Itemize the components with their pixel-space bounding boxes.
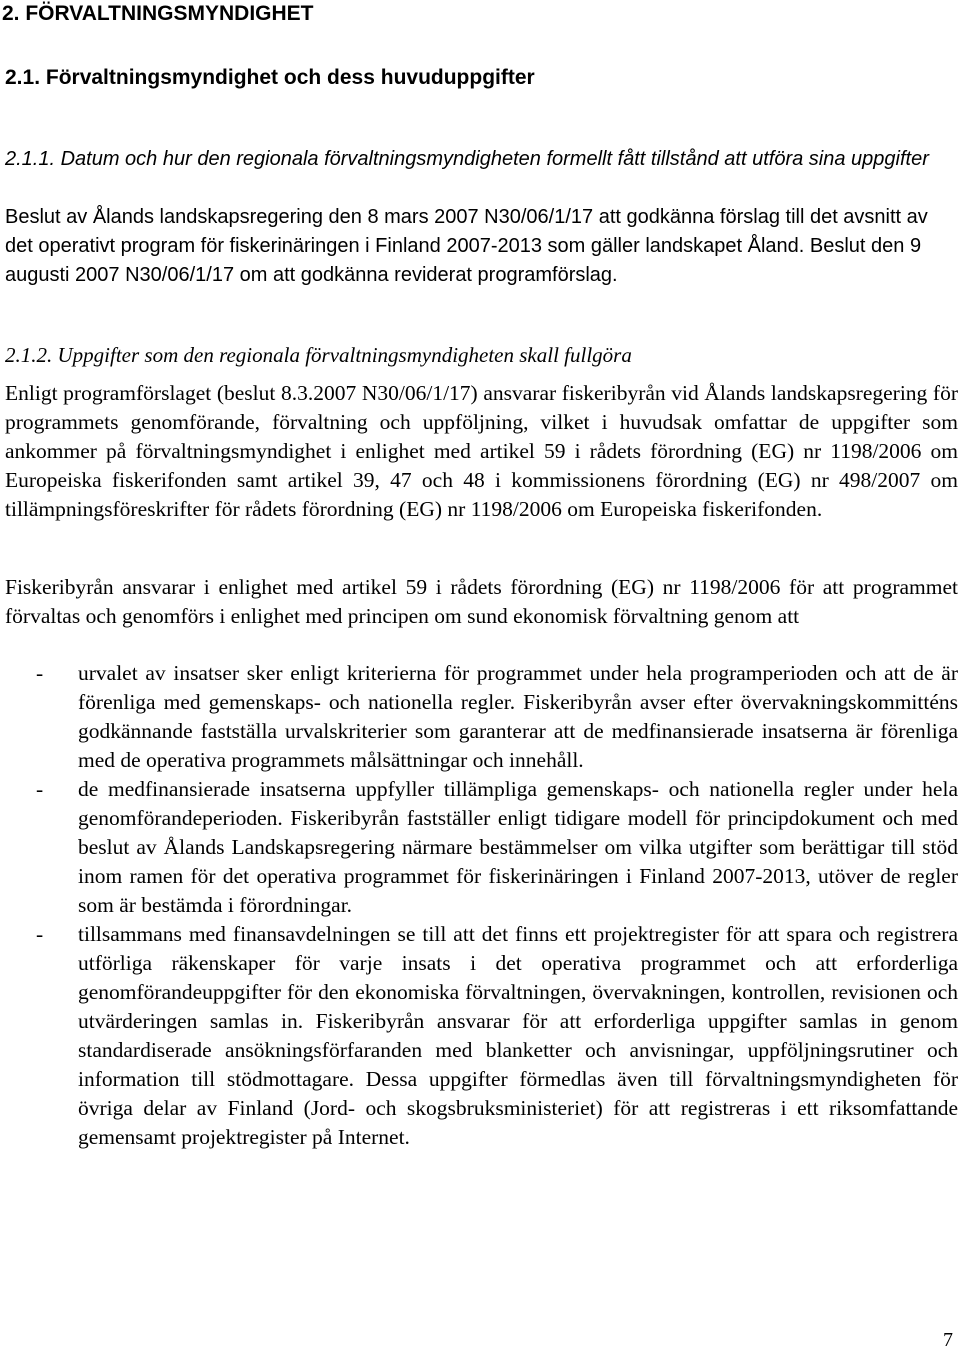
subsection-2-1-1-title: 2.1.1. Datum och hur den regionala förvaltningsmyndigheten formellt fått tillstånd att utföra sina uppgifter: [5, 148, 929, 170]
subsection-2-1-2-paragraph-1: Enligt programförslaget (beslut 8.3.2007 N30/06/1/17) ansvarar fiskeribyrån vid Ålands landskapsregering för programmets genomförande, förvaltning och uppföljning, vilket i huvudsak omfattar de uppgifter som ankommer på förvaltningsmyndighet i enlighet med artikel 59 i rådets förordning (EG) nr 1198/2006 om Europeiska fiskerifonden samt artikel 39, 47 och 48 i kommissionens förordning (EG) nr 498/2007 om tillämpningsföreskrifter för rådets förordning (EG) nr 1198/2006 om Europeiska fiskerifonden.: [5, 381, 958, 521]
list-bullet-dash: -: [36, 922, 44, 946]
chapter-heading: 2. FÖRVALTNINGSMYNDIGHET: [2, 2, 314, 25]
subsection-2-1-2-title: 2.1.2. Uppgifter som den regionala förvaltningsmyndigheten skall fullgöra: [5, 343, 632, 367]
list-bullet-dash: -: [36, 777, 44, 801]
subsection-2-1-2-paragraph-2: Fiskeribyrån ansvarar i enlighet med artikel 59 i rådets förordning (EG) nr 1198/2006 för att programmet förvaltas och genomförs i enlighet med principen om sund ekonomisk förvaltning genom att: [5, 575, 958, 628]
list-item: [5, 775, 958, 920]
list-item-text: urvalet av insatser sker enligt kriterierna för programmet under hela programperioden och att de är förenliga med gemenskaps- och nationella regler. Fiskeribyrån avser efter övervakningskommitténs godkännande fastställa urvalskriterier som garanterar att de medfinansierade insatserna är förenliga med de operativa programmets målsättningar och innehåll.: [78, 661, 958, 772]
responsibility-list: [5, 659, 958, 1152]
page-number: 7: [943, 1329, 953, 1351]
list-bullet-dash: -: [36, 661, 44, 685]
section-heading: 2.1. Förvaltningsmyndighet och dess huvuduppgifter: [5, 66, 535, 89]
list-item-text: tillsammans med finansavdelningen se till att det finns ett projektregister för att spara och registrera utförliga räkenskaper för varje insats i det operativa programmet och att erforderliga genomförandeuppgifter för den ekonomiska förvaltningen, övervakningen, kontrollen, revisionen och utvärderingen samlas in. Fiskeribyrån ansvarar för att erforderliga uppgifter samlas in genom standardiserade ansökningsförfaranden med blanketter och anvisningar, uppföljningsrutiner och information till stödmottagare. Dessa uppgifter förmedlas även till förvaltningsmyndigheten för övriga delar av Finland (Jord- och skogsbruksministeriet) för att registreras i ett riksomfattande gemensamt projektregister på Internet.: [78, 922, 958, 1149]
list-item: [5, 920, 958, 1152]
list-item: [5, 659, 958, 775]
list-item-text: de medfinansierade insatserna uppfyller tillämpliga gemenskaps- och nationella regler under hela genomförandeperioden. Fiskeribyrån fastställer enligt tidigare modell för principdokument och med beslut av Ålands Landskapsregering närmare bestämmelser om vilka utgifter som berättigar till stöd inom ramen för det operativa programmet för fiskerinäringen i Finland 2007-2013, utöver de regler som är bestämda i förordningar.: [78, 777, 958, 917]
subsection-2-1-1-body: Beslut av Ålands landskapsregering den 8 mars 2007 N30/06/1/17 att godkänna förslag till det avsnitt av det operativt program för fiskerinäringen i Finland 2007-2013 som gäller landskapet Åland. Beslut den 9 augusti 2007 N30/06/1/17 om att godkänna reviderat programförslag.: [5, 206, 928, 286]
